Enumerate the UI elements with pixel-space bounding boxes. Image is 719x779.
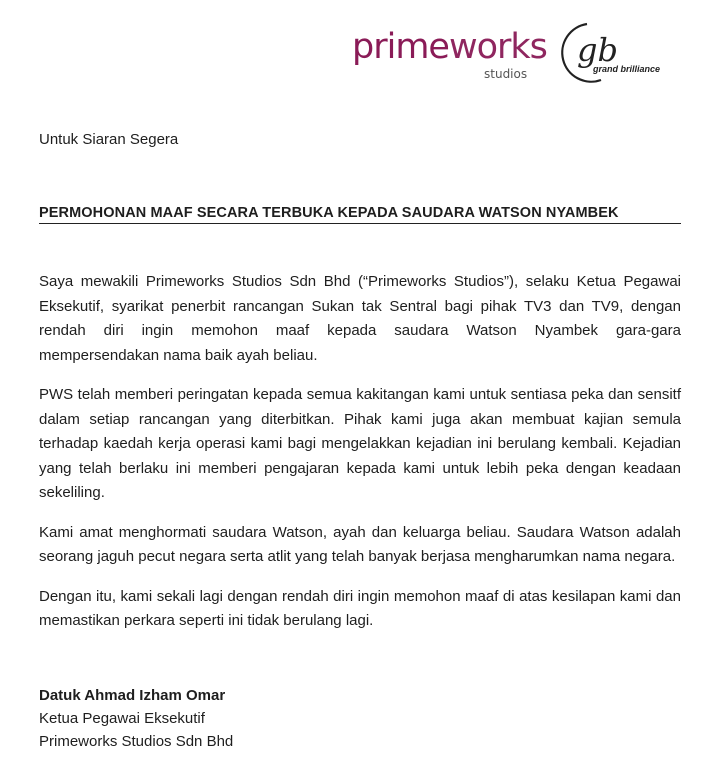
release-label: Untuk Siaran Segera: [39, 131, 179, 148]
signatory-position: Ketua Pegawai Eksekutif: [39, 710, 205, 727]
primeworks-wordmark: [352, 27, 547, 67]
gb-mark-text: gb: [577, 31, 618, 69]
document-body: [39, 270, 681, 649]
paragraph: PWS telah memberi peringatan kepada semua kakitangan kami untuk sentiasa peka dan sensitf dalam setiap rancangan yang diterbitkan. Pihak kami juga akan membuat kajian semula terhadap kaedah kerja operasi kami bagi mengelakkan kejadian ini berulang kembali. Kejadian yang telah berlaku ini memberi pengajaran kepada kami untuk lebih peka dengan keadaan sekeliling.: [39, 386, 681, 501]
primeworks-logo: [352, 22, 547, 82]
primeworks-wordmark-works: works: [448, 27, 547, 67]
paragraph: Kami amat menghormati saudara Watson, ayah dan keluarga beliau. Saudara Watson adalah seorang jaguh pecut negara serta atlit yang telah banyak berjasa mengharumkan nama negara.: [39, 523, 681, 565]
paragraph: Saya mewakili Primeworks Studios Sdn Bhd (“Primeworks Studios”), selaku Ketua Pegawai Eksekutif, syarikat penerbit rancangan Sukan tak Sentral bagi pihak TV3 dan TV9, dengan rendah diri ingin memohon maaf kepada saudara Watson Nyambek gara-gara mempersendakan nama baik ayah beliau.: [39, 273, 681, 364]
document-title: PERMOHONAN MAAF SECARA TERBUKA KEPADA SAUDARA WATSON NYAMBEK: [39, 205, 619, 221]
primeworks-wordmark-prime: prime: [352, 27, 449, 67]
grand-brilliance-logo: [557, 18, 667, 88]
signatory-name: Datuk Ahmad Izham Omar: [39, 687, 226, 704]
grand-brilliance-tagline: grand brilliance: [593, 64, 661, 74]
gb-emblem-icon: [557, 18, 667, 88]
paragraph: Dengan itu, kami sekali lagi dengan rendah diri ingin memohon maaf di atas kesilapan kami dan memastikan perkara seperti ini tidak berulang lagi.: [39, 587, 681, 629]
primeworks-studios-label: studios: [484, 67, 528, 81]
signature-block: [39, 684, 681, 753]
header-logos: [352, 18, 672, 88]
signatory-company: Primeworks Studios Sdn Bhd: [39, 733, 234, 750]
title-underline: [39, 223, 681, 224]
